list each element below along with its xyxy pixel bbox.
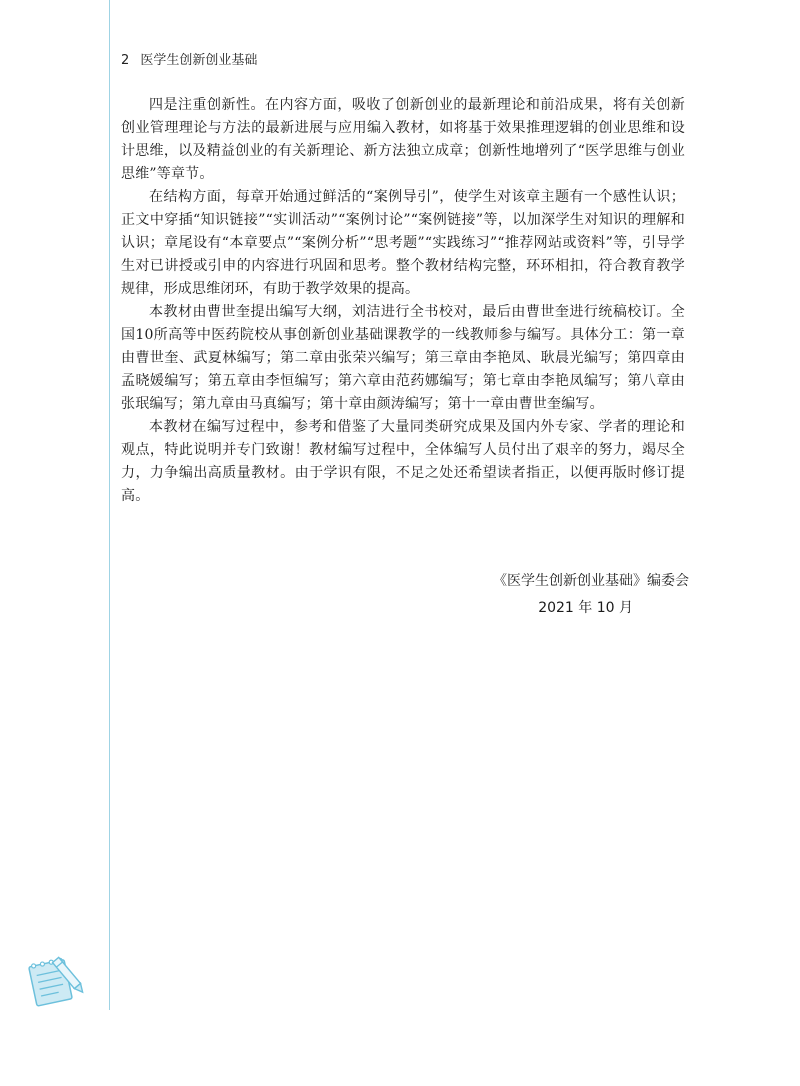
- page-number: 2: [121, 53, 130, 68]
- book-title: 医学生创新创业基础: [140, 53, 258, 68]
- paragraph-structure: 在结构方面，每章开始通过鲜活的“案例导引”，使学生对该章主题有一个感性认识；正文中穿插“知识链接”“实训活动”“案例讨论”“案例链接”等，以加深学生对知识的理解和认识；章尾设有“本章要点”“案例分析”“思考题”“实践练习”“推荐网站或资料”等，引导学生对已讲授或引申的内容进行巩固和思考。整个教材结构完整，环环相扣，符合教育教学规律，形成思维闭环，有助于教学效果的提高。: [121, 189, 685, 297]
- paragraph-innovation: 四是注重创新性。在内容方面，吸收了创新创业的最新理论和前沿成果，将有关创新创业管理理论与方法的最新进展与应用编入教材，如将基于效果推理逻辑的创业思维和设计思维，以及精益创业的有关新理论、新方法独立成章；创新性地增列了“医学思维与创业思维”等章节。: [121, 97, 685, 182]
- signature-block: [493, 568, 689, 622]
- body-text: [121, 94, 685, 508]
- margin-rule: [109, 0, 110, 1010]
- paragraph-acknowledgements: 本教材在编写过程中，参考和借鉴了大量同类研究成果及国内外专家、学者的理论和观点，特此说明并专门致谢！教材编写过程中，全体编写人员付出了艰辛的努力，竭尽全力，力争编出高质量教材。由于学识有限，不足之处还希望读者指正，以便再版时修订提高。: [121, 419, 685, 504]
- editorial-committee: 《医学生创新创业基础》编委会: [493, 573, 689, 589]
- paragraph-authors: 本教材由曹世奎提出编写大纲，刘洁进行全书校对，最后由曹世奎进行统稿校订。全国10所高等中医药院校从事创新创业基础课教学的一线教师参与编写。具体分工：第一章由曹世奎、武夏林编写；第二章由张荣兴编写；第三章由李艳凤、耿晨光编写；第四章由孟晓媛编写；第五章由李恒编写；第六章由范药娜编写；第七章由李艳凤编写；第八章由张珉编写；第九章由马真编写；第十章由颜涛编写；第十一章由曹世奎编写。: [121, 304, 685, 412]
- notebook-pencil-icon: [24, 950, 86, 1008]
- running-header: [121, 49, 257, 68]
- signature-date: 2021 年 10 月: [538, 600, 633, 616]
